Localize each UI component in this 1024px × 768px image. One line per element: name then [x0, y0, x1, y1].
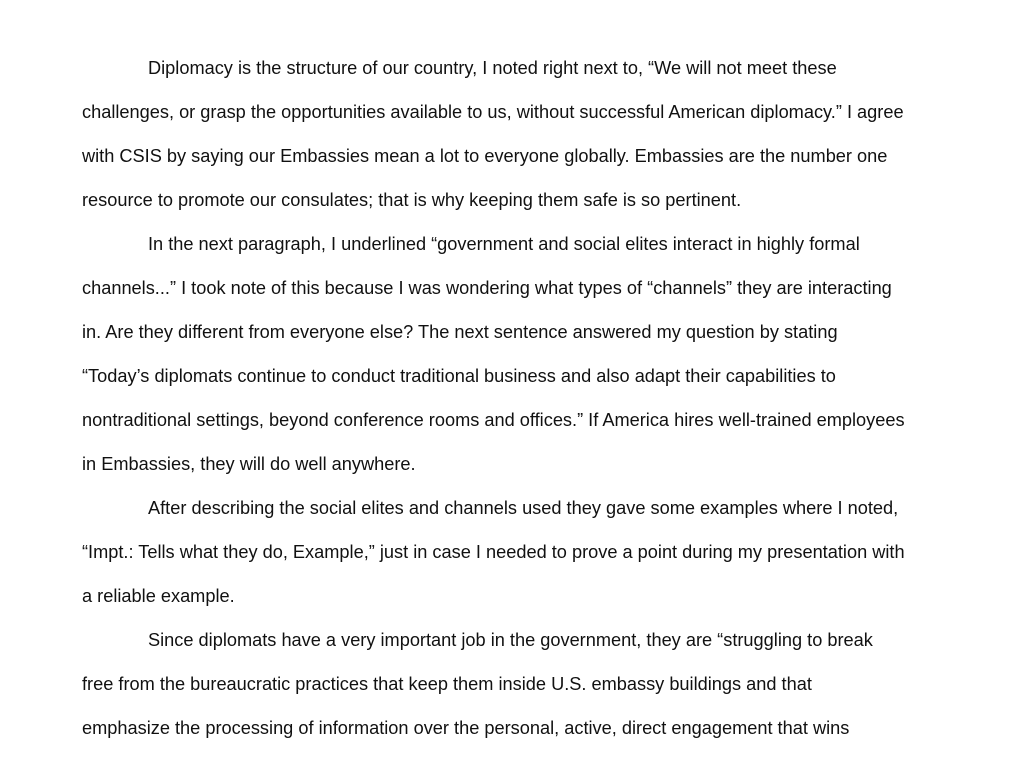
text-line: Since diplomats have a very important job in the government, they are “struggling to break: [148, 630, 873, 650]
paragraph-bureaucratic-practices: [82, 618, 952, 750]
text-line: nontraditional settings, beyond conference rooms and offices.” If America hires well-trained employees: [82, 410, 905, 430]
text-line: in. Are they different from everyone else? The next sentence answered my question by stating: [82, 322, 838, 342]
text-line: “Today’s diplomats continue to conduct traditional business and also adapt their capabilities to: [82, 366, 836, 386]
text-line: Diplomacy is the structure of our country, I noted right next to, “We will not meet these: [148, 58, 837, 78]
paragraph-diplomacy-structure: [82, 46, 952, 222]
text-line: “Impt.: Tells what they do, Example,” just in case I needed to prove a point during my presentation with: [82, 542, 905, 562]
text-line: After describing the social elites and channels used they gave some examples where I noted,: [148, 498, 899, 518]
text-line: in Embassies, they will do well anywhere.: [82, 454, 416, 474]
text-line: with CSIS by saying our Embassies mean a lot to everyone globally. Embassies are the number one: [82, 146, 888, 166]
paragraph-formal-channels: [82, 222, 952, 486]
text-line: In the next paragraph, I underlined “government and social elites interact in highly formal: [148, 234, 860, 254]
text-line: free from the bureaucratic practices that keep them inside U.S. embassy buildings and that: [82, 674, 812, 694]
document-body: [82, 46, 952, 750]
paragraph-examples: [82, 486, 952, 618]
text-line: emphasize the processing of information over the personal, active, direct engagement that wins: [82, 718, 850, 738]
text-line: channels...” I took note of this because I was wondering what types of “channels” they are interacting: [82, 278, 892, 298]
text-line: challenges, or grasp the opportunities available to us, without successful American diplomacy.” I agree: [82, 102, 904, 122]
text-line: a reliable example.: [82, 586, 235, 606]
text-line: resource to promote our consulates; that is why keeping them safe is so pertinent.: [82, 190, 742, 210]
